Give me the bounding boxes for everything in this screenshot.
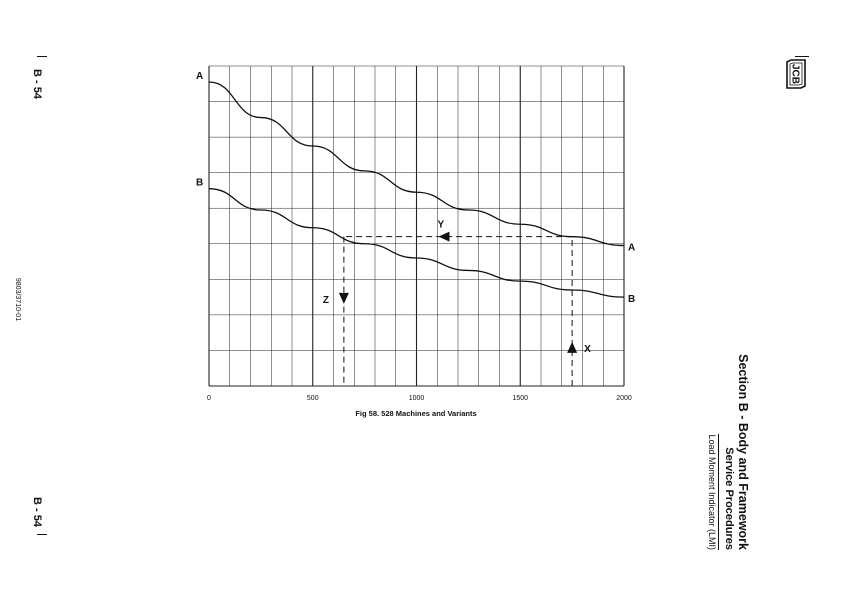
page-number-bottom: B - 54: [30, 497, 43, 527]
x-tick-labels: [207, 395, 632, 402]
annotation-z: Z: [322, 294, 329, 306]
load-curves: [196, 71, 635, 305]
figure-caption: Fig 58. 528 Machines and Variants: [355, 409, 477, 418]
x-tick-label: 1500: [512, 395, 529, 402]
x-tick-label: 0: [207, 395, 211, 402]
subsection-title: Service Procedures: [723, 447, 735, 550]
curve-label-right-b: B: [628, 294, 636, 306]
logo-text: JCB: [789, 63, 801, 85]
topic-title: Load Moment Indicator (LMI): [707, 434, 717, 550]
arrow-y: [438, 232, 449, 242]
arrow-x: [567, 342, 577, 353]
curve-label-left-a: A: [196, 71, 204, 82]
x-tick-label: 500: [306, 395, 319, 402]
x-tick-label: 1000: [408, 395, 425, 402]
document-code: 9803/3710-01: [14, 277, 22, 322]
curve-label-right-a: A: [628, 242, 636, 254]
curve-label-left-b: B: [196, 177, 204, 189]
section-title: Section B - Body and Framework: [736, 354, 750, 550]
arrow-z: [339, 293, 349, 304]
page-number-top: B - 54: [30, 69, 43, 99]
chart-grid: [209, 66, 624, 386]
x-tick-label: 2000: [616, 395, 632, 402]
annotation-y: Y: [437, 219, 445, 231]
annotation-x: X: [584, 343, 591, 355]
reference-lines: [323, 220, 591, 386]
